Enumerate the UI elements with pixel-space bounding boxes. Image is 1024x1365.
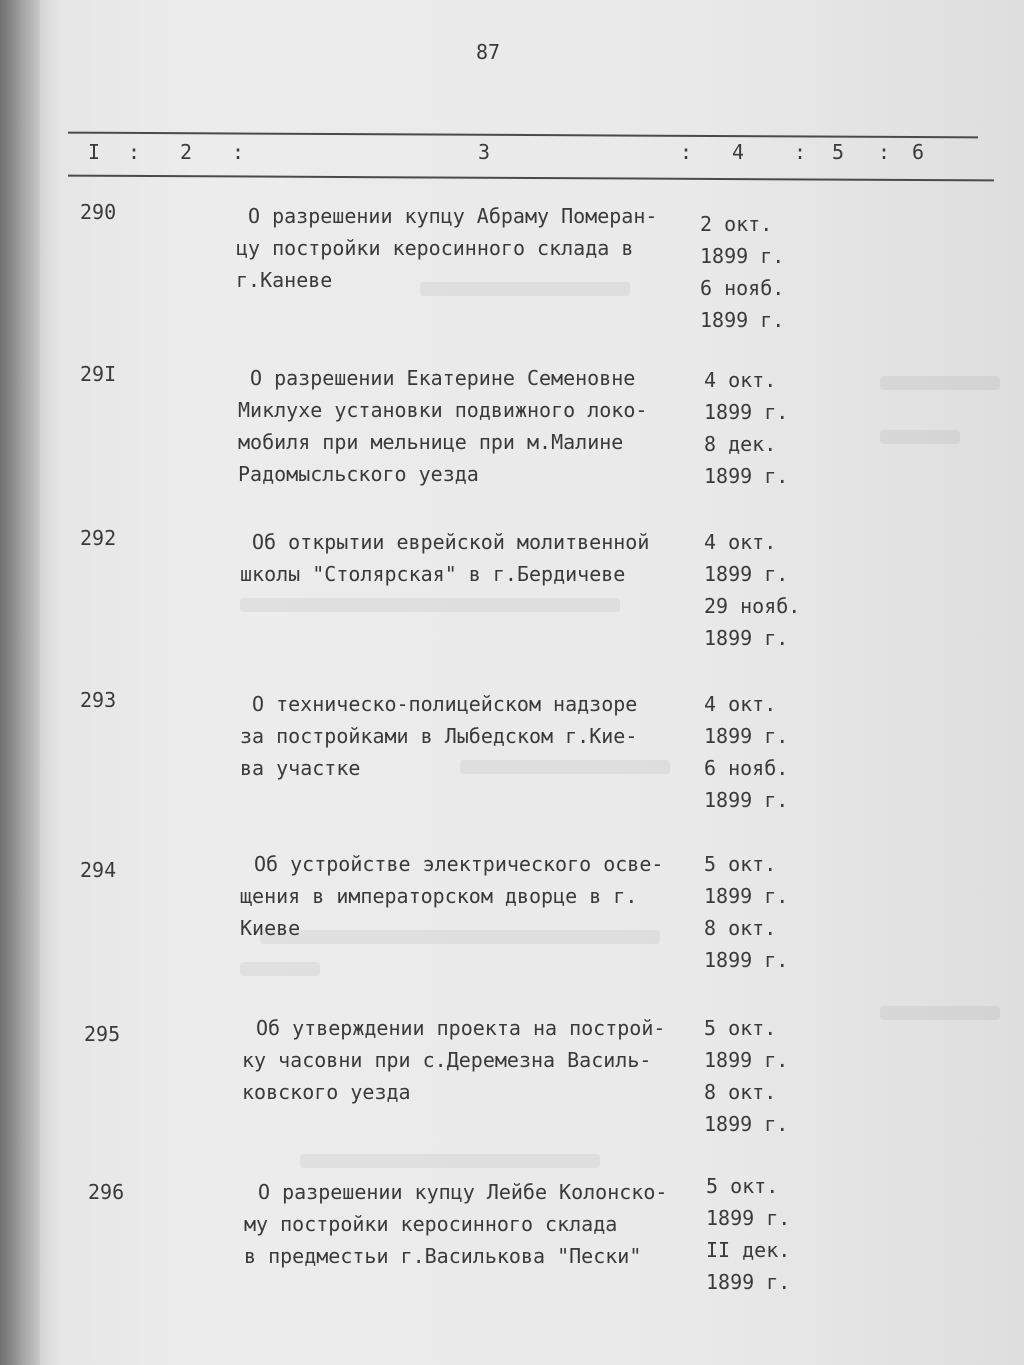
title-line: в предместьи г.Василькова "Пески"	[244, 1244, 642, 1268]
bleed-through-mark	[240, 598, 620, 612]
end-year: 1899 г.	[704, 1112, 789, 1136]
end-year: 1899 г.	[704, 626, 789, 650]
end-date: II дек.	[706, 1238, 791, 1262]
table-row	[0, 848, 1024, 1008]
start-date: 4 окт.	[704, 692, 777, 716]
title-line: Радомысльского уезда	[238, 462, 479, 486]
column-separator: :	[878, 140, 891, 164]
title-line: г.Каневе	[236, 268, 333, 292]
title-line: Об утверждении проекта на построй-	[256, 1016, 666, 1040]
column-separator: :	[128, 140, 141, 164]
entry-number: 292	[80, 526, 117, 550]
entry-number: 29I	[80, 362, 117, 386]
end-year: 1899 г.	[704, 788, 789, 812]
column-header-3: 3	[478, 140, 491, 164]
start-date: 5 окт.	[706, 1174, 779, 1198]
end-date: 6 нояб.	[704, 756, 789, 780]
column-header-2: 2	[180, 140, 193, 164]
header-rule-top	[68, 132, 978, 139]
start-year: 1899 г.	[704, 562, 789, 586]
entry-title	[238, 362, 718, 490]
column-separator: :	[794, 140, 807, 164]
title-line: О разрешении купцу Лейбе Колонско-	[258, 1180, 668, 1204]
entry-number: 295	[84, 1022, 121, 1046]
start-year: 1899 г.	[706, 1206, 791, 1230]
table-row	[0, 200, 1024, 360]
title-line: за постройками в Лыбедском г.Кие-	[240, 724, 638, 748]
title-line: Киеве	[240, 916, 301, 940]
entry-dates	[704, 526, 800, 654]
column-separator: :	[232, 140, 245, 164]
start-year: 1899 г.	[704, 884, 789, 908]
title-line: О техническо-полицейском надзоре	[252, 692, 638, 716]
entry-number: 296	[88, 1180, 125, 1204]
column-header-4: 4	[732, 140, 745, 164]
start-year: 1899 г.	[704, 400, 789, 424]
start-date: 5 окт.	[704, 1016, 777, 1040]
column-separator: :	[680, 140, 693, 164]
entry-dates	[704, 364, 788, 492]
start-year: 1899 г.	[700, 244, 785, 268]
table-row	[0, 1012, 1024, 1172]
title-line: школы "Столярская" в г.Бердичеве	[240, 562, 626, 586]
title-line: Об устройстве электрического осве-	[254, 852, 664, 876]
title-line: ковского уезда	[242, 1080, 411, 1104]
end-date: 6 нояб.	[700, 276, 785, 300]
bleed-through-mark	[240, 962, 320, 976]
title-line: ку часовни при с.Деремезна Василь-	[242, 1048, 652, 1072]
column-header-1: I	[88, 140, 101, 164]
start-date: 2 окт.	[700, 212, 773, 236]
entry-dates	[706, 1170, 790, 1298]
entry-dates	[704, 688, 788, 816]
entry-title	[240, 526, 720, 590]
table-row	[0, 362, 1024, 522]
header-rule-bottom	[68, 175, 994, 182]
title-line: мобиля при мельнице при м.Малине	[238, 430, 624, 454]
start-date: 5 окт.	[704, 852, 777, 876]
entry-number: 293	[80, 688, 117, 712]
end-date: 8 окт.	[704, 1080, 777, 1104]
entry-dates	[704, 848, 788, 976]
start-year: 1899 г.	[704, 1048, 789, 1072]
bleed-through-mark	[880, 1006, 1000, 1020]
bleed-through-mark	[460, 760, 670, 774]
title-line: цу постройки керосинного склада в	[236, 236, 634, 260]
start-date: 4 окт.	[704, 530, 777, 554]
entry-dates	[700, 208, 784, 336]
entry-number: 290	[80, 200, 117, 224]
title-line: ва участке	[240, 756, 361, 780]
bleed-through-mark	[300, 1154, 600, 1168]
entry-title	[244, 1176, 724, 1272]
end-date: 29 нояб.	[704, 594, 801, 618]
title-line: О разрешении Екатерине Семеновне	[250, 366, 636, 390]
title-line: Об открытии еврейской молитвенной	[252, 530, 650, 554]
title-line: О разрешении купцу Абраму Померан-	[248, 204, 658, 228]
start-date: 4 окт.	[704, 368, 777, 392]
title-line: му постройки керосинного склада	[244, 1212, 618, 1236]
bleed-through-mark	[880, 430, 960, 444]
end-date: 8 окт.	[704, 916, 777, 940]
end-date: 8 дек.	[704, 432, 777, 456]
title-line: щения в императорском дворце в г.	[240, 884, 638, 908]
title-line: Миклухе установки подвижного локо-	[238, 398, 648, 422]
end-year: 1899 г.	[704, 464, 789, 488]
page-number: 87	[476, 40, 501, 64]
end-year: 1899 г.	[700, 308, 785, 332]
entry-number: 294	[80, 858, 117, 882]
bleed-through-mark	[420, 282, 630, 296]
start-year: 1899 г.	[704, 724, 789, 748]
column-header-6: 6	[912, 140, 925, 164]
table-row	[0, 1170, 1024, 1330]
entry-dates	[704, 1012, 788, 1140]
entry-title	[242, 1012, 722, 1108]
end-year: 1899 г.	[704, 948, 789, 972]
end-year: 1899 г.	[706, 1270, 791, 1294]
bleed-through-mark	[260, 930, 660, 944]
bleed-through-mark	[880, 376, 1000, 390]
column-header-5: 5	[832, 140, 845, 164]
